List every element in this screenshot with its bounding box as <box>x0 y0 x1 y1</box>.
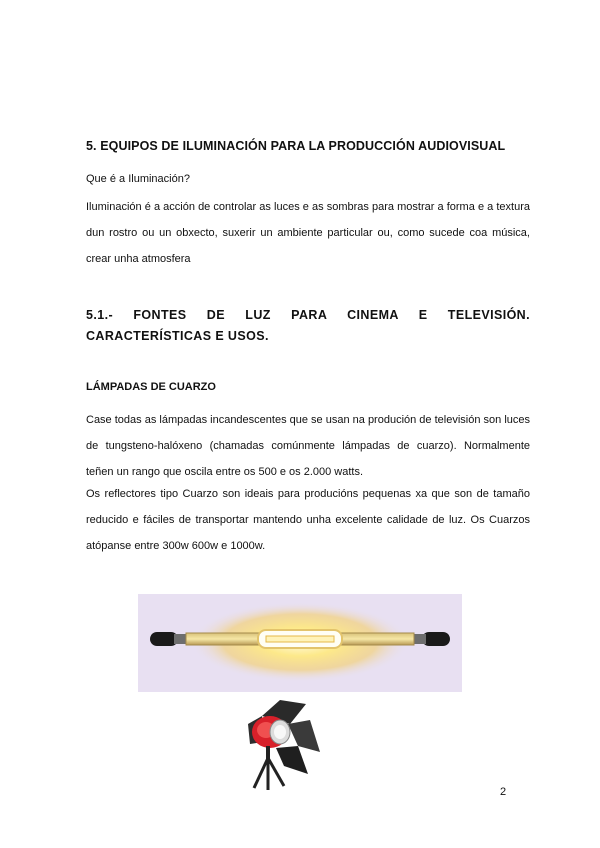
lamp-heading: LÁMPADAS DE CUARZO <box>86 381 216 393</box>
lamp-paragraph-1: Case todas as lámpadas incandescentes que se usan na produción de televisión son luces de tungsteno-halóxeno (chamadas comúnmente lámpadas de cuarzo). Normalmente teñen un rango que oscila entre os 500 e os 2.000 watts. <box>86 414 530 478</box>
lamp-paragraph-2: Os reflectores tipo Cuarzo son ideais para producións pequenas xa que son de tamaño reducido e fáciles de transportar mantendo unha excelente calidade de luz. Os Cuarzos atópanse entre 300w 600w e 1000w. <box>86 488 530 552</box>
subsection-title: 5.1.- FONTES DE LUZ PARA CINEMA E TELEVISIÓN. CARACTERÍSTICAS E USOS. <box>86 308 530 343</box>
page-number: 2 <box>500 786 507 798</box>
quartz-spotlight-image <box>228 694 324 792</box>
quartz-lamp-image <box>138 594 462 692</box>
definition-paragraph: Iluminación é a acción de controlar as luces e as sombras para mostrar a forma e a textura dun rostro ou un obxecto, suxerir un ambiente particular ou, como sucede coa música, crear unha atmosfera <box>86 201 530 265</box>
section-title: 5. EQUIPOS DE ILUMINACIÓN PARA LA PRODUCCIÓN AUDIOVISUAL <box>86 139 506 153</box>
section-question: Que é a Iluminación? <box>86 173 190 185</box>
spotlight-icon <box>228 694 324 792</box>
quartz-lamp-icon <box>138 594 462 692</box>
